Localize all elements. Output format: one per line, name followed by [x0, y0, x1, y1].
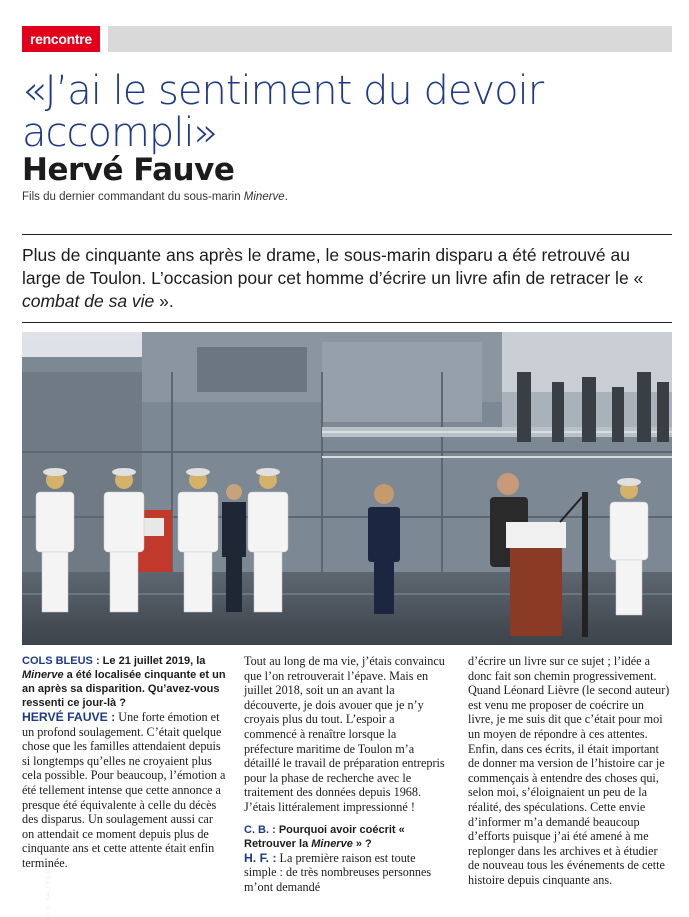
- answer-1: [22, 710, 226, 871]
- headline-line-2: accompli»: [22, 110, 218, 156]
- question-2-text: Pourquoi avoir coécrit « Retrouver la: [244, 823, 405, 850]
- section-tag: rencontre: [22, 26, 100, 52]
- ceremony-illustration: [22, 332, 672, 645]
- article-column-1: [22, 654, 226, 871]
- question-2-vessel: Minerve: [311, 837, 353, 850]
- interviewer-short-label: C. B. :: [244, 823, 276, 836]
- question-1-text: Le 21 juillet 2019, la: [99, 655, 206, 667]
- person-name: Hervé Fauve: [22, 152, 235, 188]
- interviewer-label: COLS BLEUS :: [22, 655, 100, 667]
- lead-paragraph: [22, 234, 672, 323]
- section-rule: [108, 26, 672, 52]
- person-byline: [22, 191, 288, 203]
- question-1-text-end: a été localisée cinquante et un an après sa disparition. Qu’avez-vous ressenti ce jour-là ?: [22, 669, 226, 709]
- byline-end: .: [284, 191, 288, 203]
- question-1: [22, 654, 226, 710]
- byline-vessel: Minerve: [243, 191, 285, 203]
- photo-credit: © S. SALLES/MN: [46, 862, 52, 917]
- lead-text: Plus de cinquante ans après le drame, le sous-marin disparu a été retrouvé au large de Toulon. L’occasion pour cet homme d’écrire un livre afin de retracer le «: [22, 245, 644, 288]
- respondent-short-label: H. F. :: [244, 850, 277, 865]
- answer-1-text: Une forte émotion et un profond soulagement. C’était quelque chose que les familles attendaient depuis si longtemps qu’elles ne croyaient plus cela possible. Pour beaucoup, l’émotion a été tellement intense que cette annonce a presque été équivalente à celle du décès des disparus. Un soulagement aussi car on attendait ce moment depuis plus de cinquante ans et cette attente était enfin terminée.: [22, 710, 226, 870]
- lead-end: ».: [154, 291, 174, 311]
- answer-2-text: La première raison est toute simple : de très nombreuses personnes m’ont demandé: [244, 850, 432, 894]
- headline: [22, 70, 672, 154]
- answer-1-continued: Tout au long de ma vie, j’étais convaincu que l’on retrouverait l’épave. Mais en juillet 2018, soit un an avant la découverte, je dois avouer que je n’y croyais plus du tout. L’espoir a commencé à renaître lorsque la préfecture maritime de Toulon m’a détaillé le travail de préparation entrepris pour la phase de recherche avec le traitement des données depuis 1968. J’étais littéralement impressionné !: [244, 654, 445, 814]
- headline-line-1: «J’ai le sentiment du devoir: [22, 68, 544, 114]
- answer-2: [244, 851, 448, 895]
- question-2-text-end: » ?: [352, 837, 372, 850]
- lead-quote: combat de sa vie: [22, 291, 155, 311]
- article-column-2: [244, 654, 448, 894]
- question-1-vessel: Minerve: [22, 669, 64, 681]
- answer-2-continued: d’écrire un livre sur ce sujet ; l’idée a donc fait son chemin progressivement. Quand Léonard Lièvre (le second auteur) est venu me proposer de coécrire un livre, je me suis dit que c’était pour moi un moyen de répondre à ces attentes. Enfin, dans ces écrits, il était important de donner ma version de l’histoire car je commençais à entendre des choses qui, selon moi, s’éloignaient un peu de la réalité, des spéculations. Cette envie d’informer m’a demandé beaucoup d’efforts puisque j’ai été amené à me replonger dans les archives et à étudier de nouveau tous les événements de cette histoire depuis cinquante ans.: [468, 654, 670, 887]
- section-header-bar: [22, 26, 672, 52]
- question-2: [244, 823, 448, 851]
- respondent-label: HERVÉ FAUVE :: [22, 710, 116, 724]
- article-column-3: [468, 654, 672, 888]
- byline-text: Fils du dernier commandant du sous-marin: [22, 191, 244, 203]
